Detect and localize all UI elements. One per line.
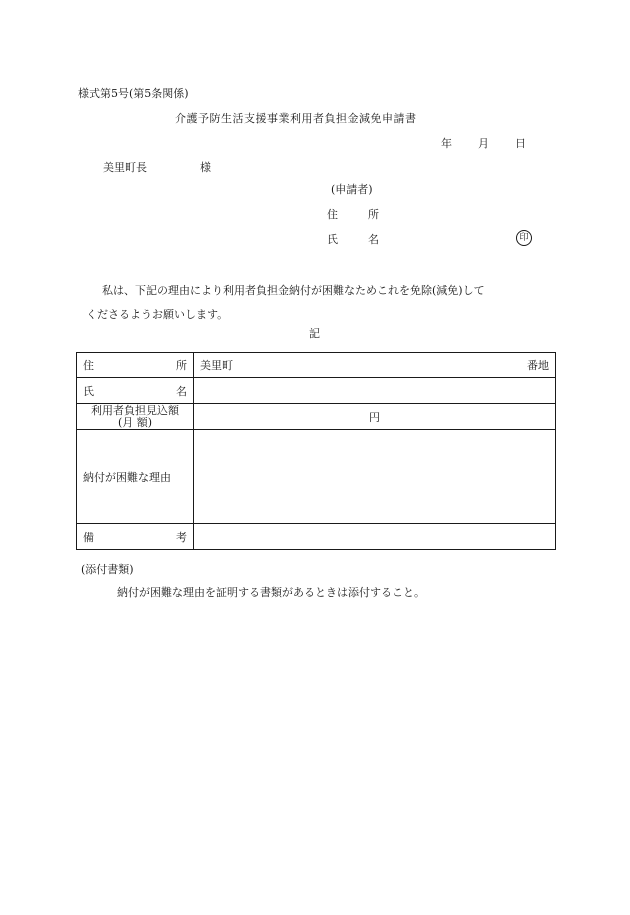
request-line-1: 私は、下記の理由により利用者負担金納付が困難なためこれを免除(減免)して <box>102 284 485 297</box>
name-value-cell[interactable] <box>194 378 556 404</box>
fee-label-line1: 利用者負担見込額 <box>91 403 179 417</box>
remarks-label-char: 考 <box>176 530 187 544</box>
addressee <box>103 162 211 173</box>
ki-heading: 記 <box>309 327 320 340</box>
date-year: 年 <box>441 137 452 150</box>
request-line-2: くださるようお願いします。 <box>86 308 229 321</box>
fee-unit: 円 <box>369 410 380 424</box>
address-town: 美里町 <box>200 359 233 372</box>
address-label-char: 住 <box>83 359 94 372</box>
addressee-honorific: 様 <box>200 161 211 174</box>
table-row-reason <box>77 430 556 524</box>
address-label-cell <box>77 353 194 378</box>
name-label-char: 名 <box>176 384 187 398</box>
fee-label-cell <box>77 404 194 430</box>
applicant-name-char: 名 <box>368 233 379 246</box>
fee-value-cell[interactable] <box>194 404 556 430</box>
applicant-address-label <box>327 209 379 220</box>
document-title: 介護予防生活支援事業利用者負担金減免申請書 <box>175 112 417 125</box>
applicant-address-char: 所 <box>368 208 379 221</box>
date-day: 日 <box>515 137 526 150</box>
table-row-address <box>77 353 556 378</box>
applicant-name-char: 氏 <box>327 233 338 246</box>
remarks-label-cell <box>77 524 194 550</box>
name-label-char: 氏 <box>83 384 94 398</box>
table-row-fee <box>77 404 556 430</box>
table-row-name <box>77 378 556 404</box>
applicant-name-label <box>327 234 379 245</box>
fee-label-line2: (月 額) <box>117 415 153 429</box>
remarks-label-char: 備 <box>83 530 94 544</box>
address-suffix: 番地 <box>527 359 549 372</box>
address-label-char: 所 <box>176 359 187 372</box>
request-body <box>86 279 562 327</box>
name-label-cell <box>77 378 194 404</box>
address-value-cell[interactable] <box>194 353 556 378</box>
date-month: 月 <box>478 137 489 150</box>
seal-mark: 印 <box>516 230 532 246</box>
addressee-name: 美里町長 <box>103 161 147 174</box>
applicant-heading: (申請者) <box>331 183 373 196</box>
applicant-address-char: 住 <box>327 208 338 221</box>
table-row-remarks <box>77 524 556 550</box>
application-table <box>76 352 556 550</box>
form-number: 様式第5号(第5条関係) <box>78 87 189 100</box>
date-line <box>441 138 526 149</box>
attachments-text: 納付が困難な理由を証明する書類があるときは添付すること。 <box>117 586 425 599</box>
attachments-heading: (添付書類) <box>81 563 134 576</box>
reason-value-cell[interactable] <box>194 430 556 524</box>
reason-label-cell: 納付が困難な理由 <box>77 430 194 524</box>
remarks-value-cell[interactable] <box>194 524 556 550</box>
